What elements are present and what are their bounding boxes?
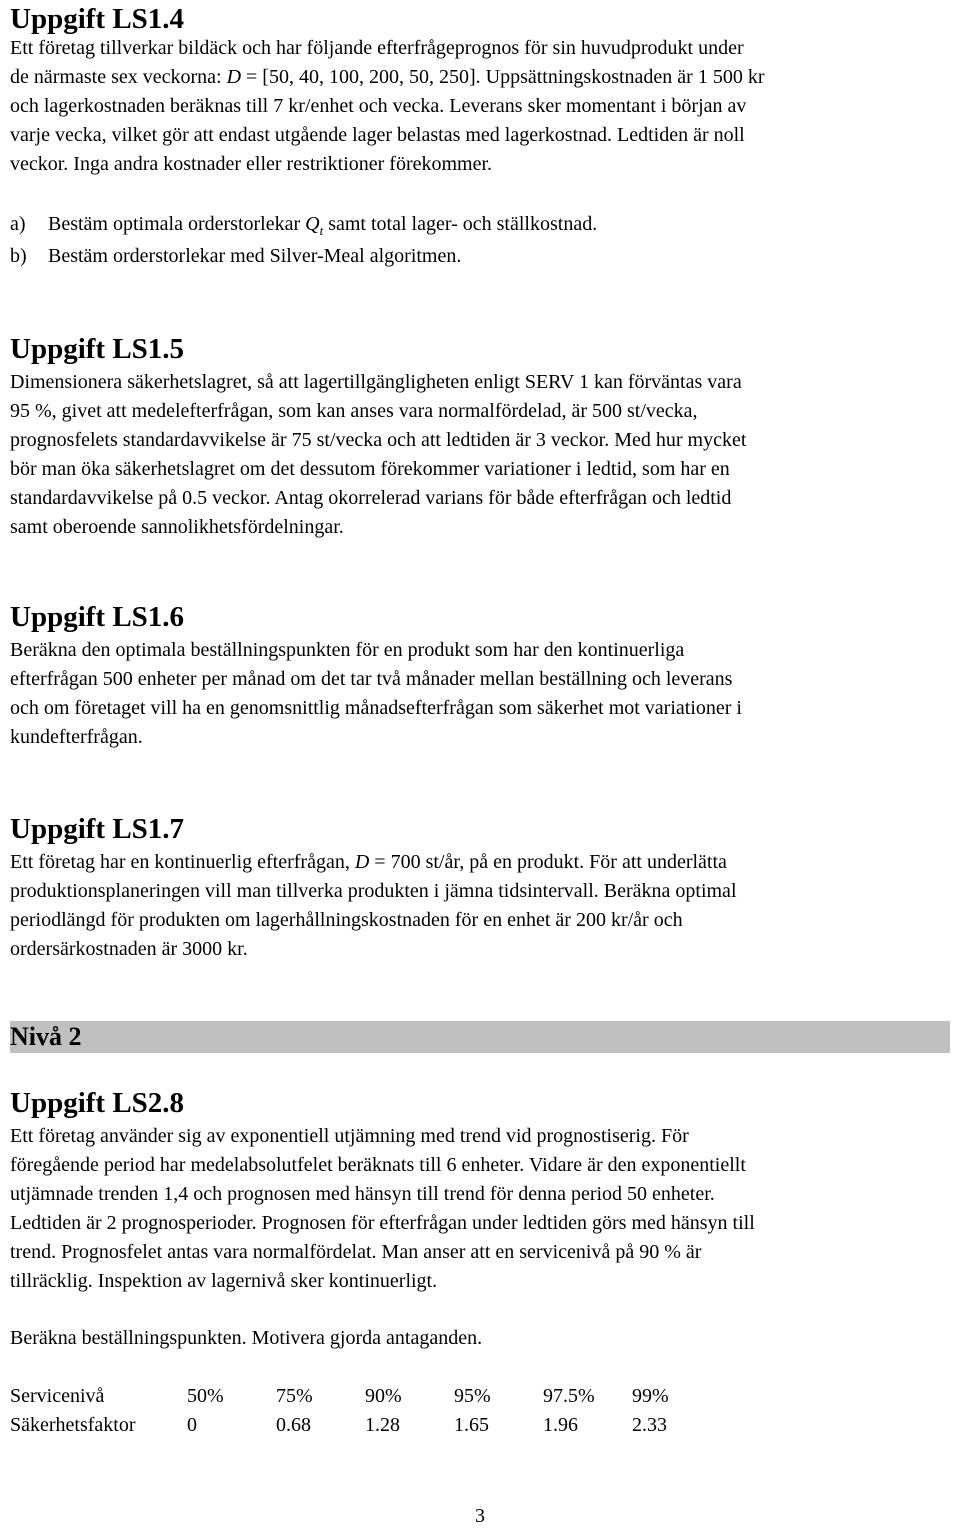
text-line: Beräkna beställningspunkten. Motivera gjorda antaganden. bbox=[10, 1327, 483, 1349]
paragraph-ls1-5 bbox=[10, 368, 950, 542]
text-line: prognosfelets standardavvikelse är 75 st/vecka och att ledtiden är 3 veckor. Med hur mycket bbox=[10, 429, 747, 451]
text-line bbox=[10, 848, 950, 877]
heading-ls1-5: Uppgift LS1.5 bbox=[10, 333, 185, 365]
paragraph-ls1-7 bbox=[10, 848, 950, 964]
text-line: periodlängd för produkten om lagerhållningskostnaden för en enhet är 200 kr/år och bbox=[10, 909, 683, 931]
text-fragment: = 700 st/år, på en produkt. För att underlätta bbox=[369, 851, 727, 873]
table-cell: 2.33 bbox=[632, 1414, 667, 1436]
list-item-a bbox=[10, 210, 950, 245]
table-cell: 1.28 bbox=[365, 1414, 400, 1436]
text-line: och lagerkostnaden beräknas till 7 kr/enhet och vecka. Leverans sker momentant i början av bbox=[10, 95, 747, 117]
item-label-b: b) bbox=[10, 245, 27, 267]
page-number: 3 bbox=[475, 1505, 485, 1527]
text-line: samt oberoende sannolikhetsfördelningar. bbox=[10, 516, 344, 538]
table-cell: 0 bbox=[187, 1414, 197, 1436]
variable-q: Q bbox=[305, 213, 320, 235]
text-fragment: Bestäm optimala orderstorlekar bbox=[48, 213, 306, 235]
text-line: föregående period har medelabsolutfelet beräknats till 6 enheter. Vidare är den exponentiellt bbox=[10, 1154, 746, 1176]
table-cell: 75% bbox=[276, 1385, 313, 1407]
subscript-t: t bbox=[319, 223, 324, 238]
text-line: Dimensionera säkerhetslagret, så att lagertillgängligheten enligt SERV 1 kan förväntas vara bbox=[10, 371, 742, 393]
text-line: ordersärkostnaden är 3000 kr. bbox=[10, 938, 248, 960]
level-title: Nivå 2 bbox=[10, 1022, 82, 1051]
item-label-a: a) bbox=[10, 213, 26, 235]
table-cell: 95% bbox=[454, 1385, 491, 1407]
text-line: kundefterfrågan. bbox=[10, 726, 143, 748]
paragraph-ls1-4 bbox=[10, 34, 950, 179]
text-fragment: Ett företag har en kontinuerlig efterfrågan, bbox=[10, 851, 355, 873]
table-cell: Servicenivå bbox=[10, 1385, 105, 1407]
heading-ls1-6: Uppgift LS1.6 bbox=[10, 601, 185, 633]
heading-ls2-8: Uppgift LS2.8 bbox=[10, 1087, 185, 1119]
text-line: 95 %, givet att medelefterfrågan, som kan anses vara normalfördelad, är 500 st/vecka, bbox=[10, 400, 698, 422]
table-cell: 1.96 bbox=[543, 1414, 578, 1436]
text-line: veckor. Inga andra kostnader eller restriktioner förekommer. bbox=[10, 153, 493, 175]
text-line: Ett företag tillverkar bildäck och har följande efterfrågeprognos för sin huvudprodukt under bbox=[10, 37, 744, 59]
text-line: och om företaget vill ha en genomsnittlig månadsefterfrågan som säkerhet mot variationer i bbox=[10, 697, 742, 719]
list-item-b bbox=[10, 242, 950, 271]
paragraph-ls1-6 bbox=[10, 636, 950, 752]
table-row bbox=[10, 1411, 692, 1440]
table-cell: 1.65 bbox=[454, 1414, 489, 1436]
text-line: Beräkna den optimala beställningspunkten för en produkt som har den kontinuerliga bbox=[10, 639, 685, 661]
text-line bbox=[10, 63, 950, 92]
text-line: Ett företag använder sig av exponentiell utjämning med trend vid prognostiserig. För bbox=[10, 1125, 689, 1147]
text-line: Ledtiden är 2 prognosperioder. Prognosen för efterfrågan under ledtiden görs med hänsyn till bbox=[10, 1212, 755, 1234]
text-fragment: Bestäm orderstorlekar med Silver-Meal algoritmen. bbox=[48, 245, 462, 267]
table-cell: Säkerhetsfaktor bbox=[10, 1414, 136, 1436]
paragraph-ls2-8 bbox=[10, 1122, 950, 1296]
table-cell: 50% bbox=[187, 1385, 224, 1407]
level-banner bbox=[10, 1021, 950, 1053]
text-line: utjämnade trenden 1,4 och prognosen med hänsyn till trend för denna period 50 enheter. bbox=[10, 1183, 715, 1205]
variable-d: D bbox=[354, 851, 370, 873]
text-fragment: = [50, 40, 100, 200, 50, 250]. Uppsättningskostnaden är 1 500 kr bbox=[241, 66, 765, 88]
text-line: standardavvikelse på 0.5 veckor. Antag okorrelerad varians för både efterfrågan och ledtid bbox=[10, 487, 732, 509]
text-line: tillräcklig. Inspektion av lagernivå sker kontinuerligt. bbox=[10, 1270, 438, 1292]
heading-ls1-4: Uppgift LS1.4 bbox=[10, 3, 185, 35]
variable-d: D bbox=[226, 66, 242, 88]
table-cell: 99% bbox=[632, 1385, 669, 1407]
table-cell: 97.5% bbox=[543, 1385, 595, 1407]
text-line: trend. Prognosfelet antas vara normalfördelat. Man anser att en servicenivå på 90 % är bbox=[10, 1241, 702, 1263]
text-line: bör man öka säkerhetslagret om det dessutom förekommer variationer i ledtid, som har en bbox=[10, 458, 730, 480]
text-line: varje vecka, vilket gör att endast utgående lager belastas med lagerkostnad. Ledtiden är noll bbox=[10, 124, 745, 146]
question-ls2-8 bbox=[10, 1324, 950, 1353]
safety-factor-table bbox=[10, 1382, 692, 1440]
text-line: efterfrågan 500 enheter per månad om det tar två månader mellan beställning och leverans bbox=[10, 668, 733, 690]
table-cell: 0.68 bbox=[276, 1414, 311, 1436]
table-cell: 90% bbox=[365, 1385, 402, 1407]
text-line: produktionsplaneringen vill man tillverka produkten i jämna tidsintervall. Beräkna optimal bbox=[10, 880, 737, 902]
text-fragment: de närmaste sex veckorna: bbox=[10, 66, 227, 88]
text-fragment: samt total lager- och ställkostnad. bbox=[323, 213, 598, 235]
table-row bbox=[10, 1382, 692, 1411]
heading-ls1-7: Uppgift LS1.7 bbox=[10, 813, 185, 845]
